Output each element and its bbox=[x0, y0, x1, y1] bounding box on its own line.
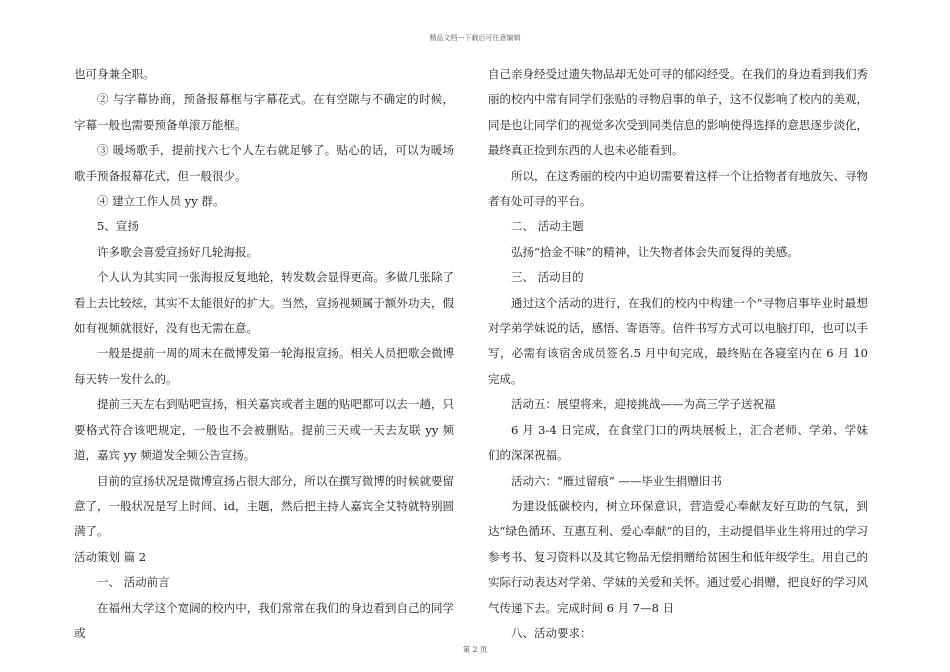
paragraph: 6 月 3-4 日完成，在食堂门口的两块展板上，汇合老师、学弟、学妹们的深深祝福。 bbox=[488, 422, 868, 463]
paragraph: 八、活动要求： bbox=[511, 625, 592, 640]
paragraph: 通过这个活动的进行，在我们的校内中构建一个“寻物启事毕业时最想对学弟学妹说的话，感悟、寄语等。信件书写方式可以电脑打印，也可以手写，必需有该宿舍成员签名.5 月中旬完成，最终贴在各寝室内在 6 月 10 完成。 bbox=[488, 295, 868, 386]
paragraph: 在福州大学这个宽阔的校内中，我们常常在我们的身边看到自己的同学或 bbox=[74, 600, 454, 640]
paragraph: 活动策划 篇 2 bbox=[74, 549, 147, 564]
paragraph: 也可身兼全职。 bbox=[74, 67, 155, 81]
left-column bbox=[74, 62, 454, 646]
paragraph: 一、 活动前言 bbox=[97, 575, 170, 590]
paragraph: 为建设低碳校内，树立环保意识，营造爱心奉献友好互助的气氛，到达“绿色循环、互惠互利、爱心奉献”的目的，主动提倡毕业生将用过的学习参考书、复习资料以及其它物品无偿捐赠给贫困生和低年级学生。用自己的实际行动表达对学弟、学妹的关爱和关怀。通过爱心捐赠，把良好的学习风气传递下去。完成时间 6 月 7—8 日 bbox=[488, 498, 868, 615]
paragraph: 自己亲身经受过遗失物品却无处可寻的郁闷经受。在我们的身边看到我们秀丽的校内中常有同学们张贴的寻物启事的单子，这不仅影响了校内的美观，同是也让同学们的视觉多次受到同类信息的影响使得选择的意思逐步淡化，最终真正捡到东西的人也未必能看到。 bbox=[488, 67, 868, 158]
paragraph: ③ 暖场歌手，提前找六七个人左右就足够了。贴心的话，可以为暖场歌手预备报幕花式，但一般很少。 bbox=[74, 143, 454, 183]
paragraph: 弘扬“拾金不昧”的精神，让失物者体会失而复得的美感。 bbox=[511, 244, 799, 259]
page-number: 第 2 页 bbox=[462, 645, 488, 654]
paragraph: 活动五：展望将来，迎接挑战——为高三学子送祝福 bbox=[511, 397, 776, 412]
paragraph: 许多歌会喜爱宣扬好几轮海报。 bbox=[97, 244, 258, 259]
paragraph: 三、 活动目的 bbox=[511, 270, 584, 285]
paragraph: 5、宣扬 bbox=[97, 219, 139, 234]
paragraph: 二、 活动主题 bbox=[511, 219, 584, 234]
right-column bbox=[488, 62, 868, 646]
paragraph: 活动六：“雁过留痕” ——毕业生捐赠旧书 bbox=[511, 473, 722, 488]
paragraph: 一般是提前一周的周末在微博发第一轮海报宣扬。相关人员把歌会微博每天转一发什么的。 bbox=[74, 346, 454, 386]
paragraph: 所以，在这秀丽的校内中迫切需要着这样一个让拾物者有地放矢、寻物者有处可寻的平台。 bbox=[488, 168, 868, 209]
page-header: 精品文档---下载后可任意编辑 bbox=[429, 34, 521, 42]
paragraph: 提前三天左右到贴吧宣扬，相关嘉宾或者主题的贴吧都可以去一趟，只要格式符合该吧规定，一般也不会被删贴。提前三天或一天去友联 yy 频道，嘉宾 yy 频道发全频公告宣扬。 bbox=[74, 397, 454, 463]
paragraph: 个人认为其实同一张海报反复地轮，转发数会显得更高。多做几张除了看上去比较炫，其实不太能很好的扩大。当然，宣扬视频属于额外功夫，假如有视频就很好，没有也无需在意。 bbox=[74, 270, 454, 336]
paragraph: ④ 建立工作人员 yy 群。 bbox=[97, 194, 225, 209]
paragraph: 目前的宣扬状况是微博宣扬占很大部分，所以在撰写微博的时候就要留意了，一般状况是写上时间、id，主题，然后把主持人嘉宾全艾特就特别圆满了。 bbox=[74, 473, 454, 539]
paragraph: ② 与字幕协商，预备报幕框与字幕花式。在有空隙与不确定的时候，字幕一般也需要预备单滚万能框。 bbox=[74, 92, 454, 132]
